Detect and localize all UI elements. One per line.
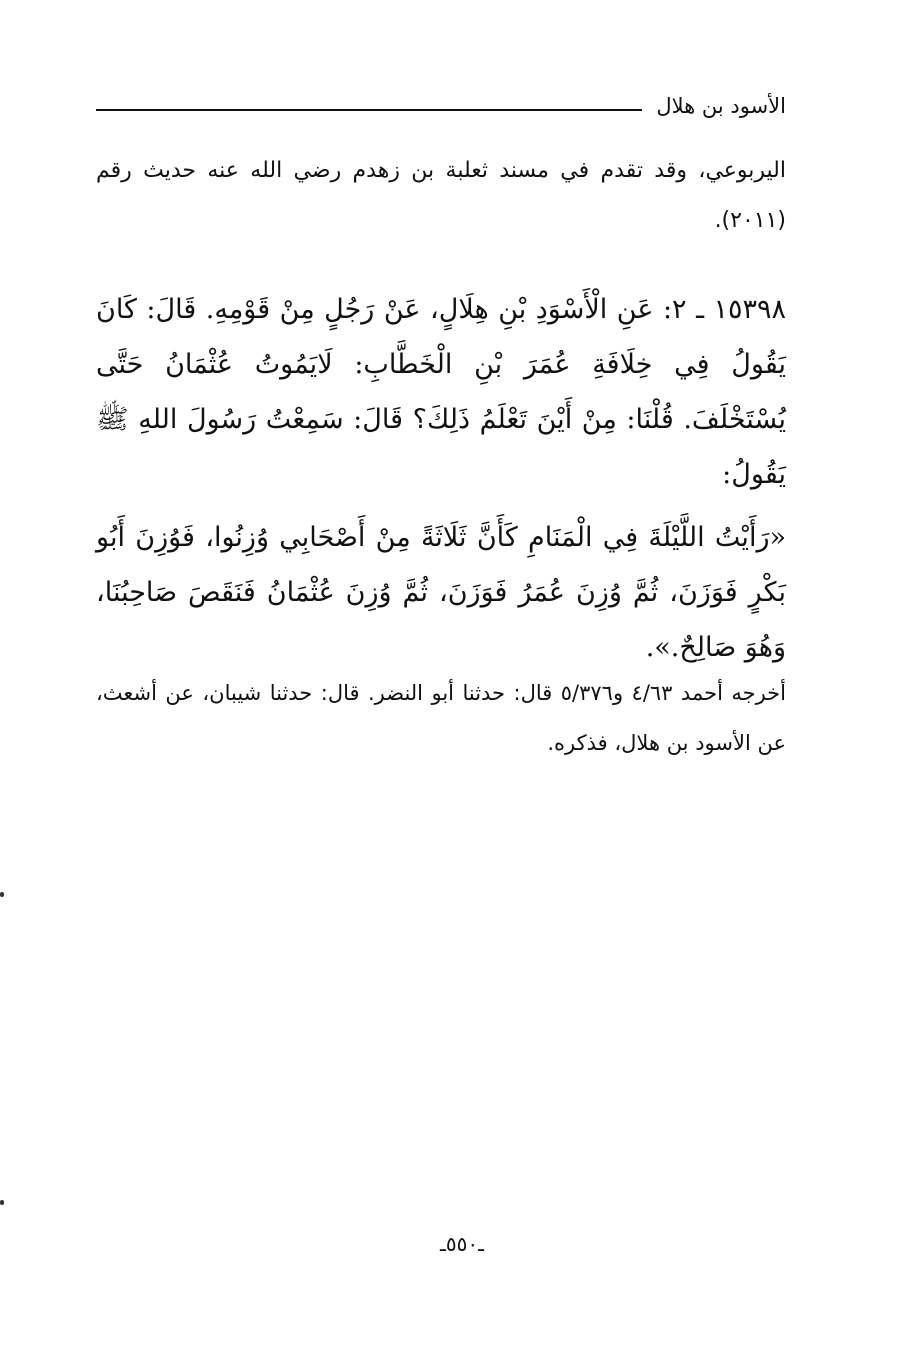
header-rule <box>96 109 642 111</box>
hadith-quote: «رَأَيْتُ اللَّيْلَةَ فِي الْمَنَامِ كَأَنَّ ثَلَاثَةً مِنْ أَصْحَابِي وُزِنُوا، فَوُزِنَ أَبُو بَكْرٍ فَوَزَنَ، ثُمَّ وُزِنَ عُمَرُ فَوَزَنَ، ثُمَّ وُزِنَ عُثْمَانُ فَنَقَصَ صَاحِبُنَا، وَهُوَ صَالِحٌ.». <box>96 522 786 663</box>
running-title: الأسود بن هلال <box>656 94 786 118</box>
hadith-block <box>96 282 786 675</box>
continuation-note <box>96 146 786 246</box>
page-number: ـ٥٥٠ـ <box>440 1232 484 1256</box>
running-header <box>96 86 786 126</box>
scan-speck <box>0 892 4 897</box>
hadith-intro: ١٥٣٩٨ ـ ٢: عَنِ الْأَسْوَدِ بْنِ هِلَالٍ، عَنْ رَجُلٍ مِنْ قَوْمِهِ. قَالَ: كَانَ يَقُولُ فِي خِلَافَةِ عُمَرَ بْنِ الْخَطَّابِ: لَايَمُوتُ عُثْمَانُ حَتَّى يُسْتَخْلَفَ. قُلْنَا: مِنْ أَيْنَ تَعْلَمُ ذَلِكَ؟ قَالَ: سَمِعْتُ رَسُولَ اللهِ ﷺ يَقُولُ: <box>96 294 786 490</box>
continuation-note-text: اليربوعي، وقد تقدم في مسند ثعلبة بن زهدم رضي الله عنه حديث رقم (٢٠١١). <box>96 158 786 233</box>
takhrij-note <box>96 668 786 768</box>
takhrij-text: أخرجه أحمد ٤/٦٣ و٥/٣٧٦ قال: حدثنا أبو النضر. قال: حدثنا شيبان، عن أشعث، عن الأسود بن هلال، فذكره. <box>96 681 787 755</box>
scan-speck <box>0 1200 4 1205</box>
